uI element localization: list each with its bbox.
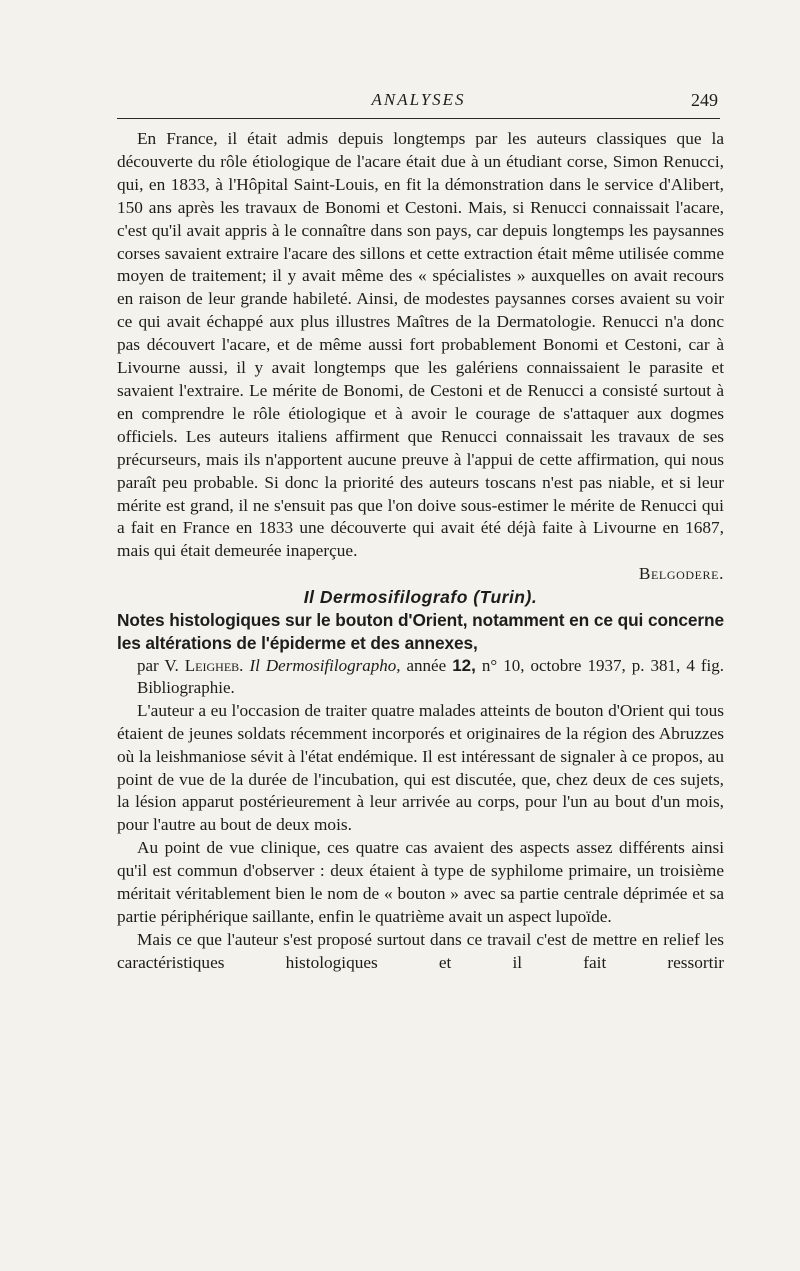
article-citation [117,655,724,700]
article-by: par V. [137,655,179,675]
article-paragraph-1: L'auteur a eu l'occasion de traiter quatre malades atteints de bouton d'Orient qui tous étaient de jeunes soldats récemment incorporés et originaires de la région des Abruzzes où la leishmaniose sévit à l'état endémique. Il est intéressant de signaler à ce propos, au point de vue de la durée de l'incubation, qui est discutée, que, chez deux de ces sujets, la lésion apparut postérieurement à leur arrivée au corps, pour l'un au bout d'un mois, pour l'autre au bout de deux mois. [117,700,724,835]
section-title: Il Dermosifilografo (Turin). [303,587,538,608]
page-header [117,90,720,119]
article-author: Leigheb. [184,655,244,675]
article-paragraph-3: Mais ce que l'auteur s'est proposé surtout dans ce travail c'est de mettre en relief les caractéristiques histologiques et il fait ressortir [117,929,724,972]
running-title: ANALYSES [371,90,466,109]
journal-name: Il Dermosifilographo, [249,655,401,675]
article-title: Notes histologiques sur le bouton d'Orient, notamment en ce qui concerne les altérations de l'épiderme et des annexes, [117,610,724,653]
volume-number: 12, [452,655,476,675]
year-prefix: année [406,655,447,675]
review-signature: Belgodere. [638,564,724,584]
page-body [117,128,724,975]
article-paragraph-2: Au point de vue clinique, ces quatre cas avaient des aspects assez différents ainsi qu'il est commun d'observer : deux étaient à type de syphilome primaire, un troisième méritait véritablement bien le nom de « bouton » avec sa partie centrale déprimée et sa partie périphérique saillante, enfin le quatrième avait un aspect lupoïde. [117,838,724,926]
review-paragraph: En France, il était admis depuis longtemps par les auteurs classiques que la découverte du rôle étiologique de l'acare était due à un étudiant corse, Simon Renucci, qui, en 1833, à l'Hôpital Saint-Louis, en fit la démonstration dans le service d'Alibert, 150 ans après les travaux de Bonomi et Cestoni. Mais, si Renucci connaissait l'acare, c'est qu'il avait appris à le connaître dans son pays, car depuis longtemps les paysannes corses savaient extraire l'acare des sillons et cette extraction était même utilisée comme moyen de traitement; il y avait même des « spécialistes » auxquelles on avait recours en raison de leur grande habileté. Ainsi, de modestes paysannes corses avaient su voir ce qui avait échappé aux plus illustres Maîtres de la Dermatologie. Renucci n'a donc pas découvert l'acare, et de même aussi fort probablement Bonomi et Cestoni, car à Livourne aussi, il y avait longtemps que les galériens connaissaient le parasite et savaient l'extraire. Le mérite de Bonomi, de Cestoni et de Renucci a consisté surtout à en comprendre le rôle étiologique et à avoir le courage de s'attaquer aux dogmes officiels. Les auteurs italiens affirment que Renucci connaissait les travaux de ses précurseurs, mais ils n'apportent aucune preuve à l'appui de cette affirmation, qui nous paraît peu probable. Si donc la priorité des auteurs toscans n'est pas niable, et si leur mérite est grand, il ne s'ensuit pas que l'on doive sous-estimer le mérite de Renucci qui a fait en France en 1833 une découverte qui avait été déjà faite à Livourne en 1687, mais qui était demeurée inaperçue. [117,129,724,561]
page-number: 249 [691,90,718,110]
citation-details: n° 10, octobre 1937, p. 381, 4 fig. Bibliographie. [137,655,724,698]
